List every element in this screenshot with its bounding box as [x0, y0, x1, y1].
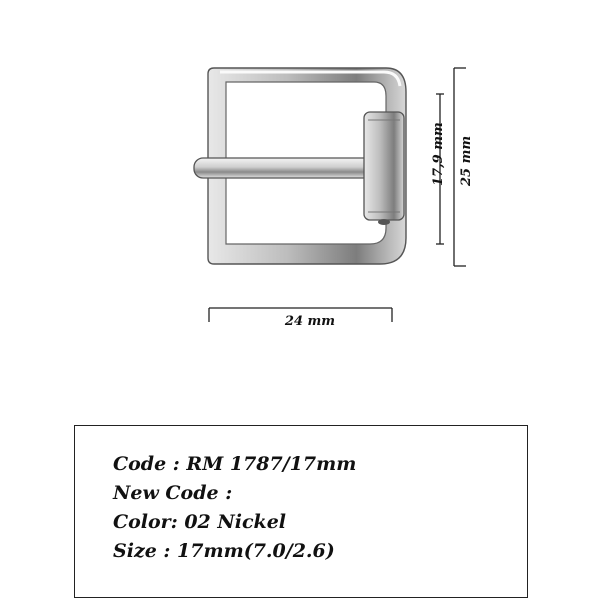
buckle-image — [194, 68, 406, 264]
width-label: 24 mm — [284, 314, 336, 329]
new-code-line: New Code : — [113, 482, 233, 504]
color-line: Color: 02 Nickel — [113, 511, 287, 533]
spec-box — [74, 425, 528, 598]
buckle-roller — [364, 112, 404, 220]
code-line: Code : RM 1787/17mm — [113, 453, 357, 475]
outer-height-label: 25 mm — [459, 135, 474, 186]
size-line: Size : 17mm(7.0/2.6) — [113, 540, 335, 562]
inner-height-label: 17,9 mm — [431, 122, 446, 186]
